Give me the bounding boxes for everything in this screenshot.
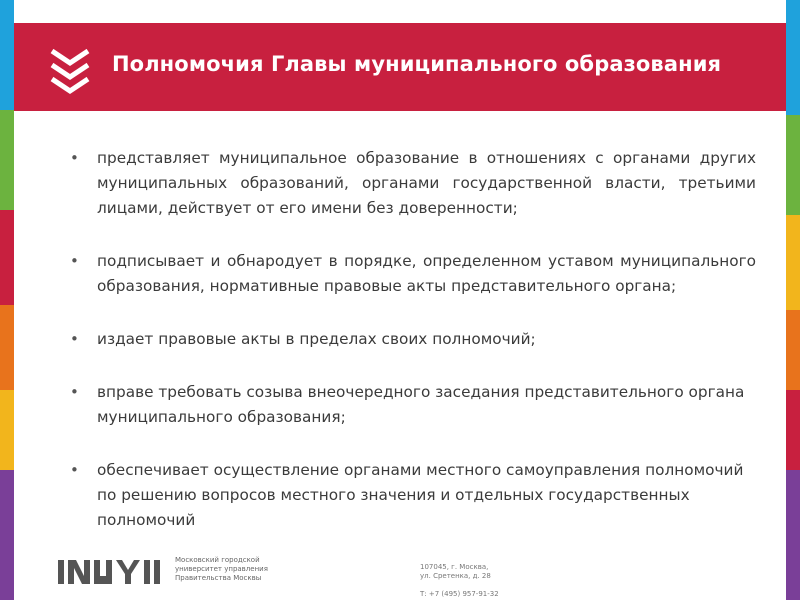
left-stripe-5 [0,390,14,470]
phone: Т: +7 (495) 957-91-32 [420,590,499,598]
right-stripe-1 [786,0,800,115]
right-stripe-2 [786,115,800,215]
university-logo [58,556,178,586]
left-stripe-6 [0,470,14,600]
left-stripe-4 [0,305,14,390]
list-item-text: представляет муниципальное образование в отношениях с органами других муниципальных образований, органами государственной власти, третьими лицами, действует от его имени без доверенности; [97,149,756,217]
list-item-text: подписывает и обнародует в порядке, определенном уставом муниципального образования, нормативные правовые акты представительного органа; [97,252,756,295]
list-item-text: издает правовые акты в пределах своих полномочий; [97,330,536,348]
list-item-text: обеспечивает осуществление органами местного самоуправления полномочий по решению вопросов местного значения и отдельных государственных полномочий [97,461,744,529]
bullet: • [70,383,79,401]
address-line-2: ул. Сретенка, д. 28 [420,572,491,580]
list-item [70,146,756,221]
address-line-1: 107045, г. Москва, [420,563,489,571]
right-stripe-3 [786,215,800,310]
bullet: • [70,330,79,348]
right-stripe-4 [786,310,800,390]
right-stripe-6 [786,470,800,600]
left-stripe-2 [0,110,14,210]
bullet: • [70,252,79,270]
list-item [70,380,756,430]
page-title: Полномочия Главы муниципального образования [112,52,722,76]
triple-chevron-down-icon [48,45,92,95]
bullet: • [70,149,79,167]
title-banner [14,23,786,111]
left-stripe-1 [0,0,14,110]
right-stripe-5 [786,390,800,470]
left-stripe-3 [0,210,14,305]
list-item-text: вправе требовать созыва внеочередного заседания представительного органа муниципального образования; [97,383,745,426]
list-item [70,327,756,352]
list-item [70,458,756,533]
footer-org-text: Московский городской университет управления Правительства Москвы [175,556,268,582]
footer-address [420,563,540,599]
content-list [70,146,756,561]
list-item [70,249,756,299]
bullet: • [70,461,79,479]
